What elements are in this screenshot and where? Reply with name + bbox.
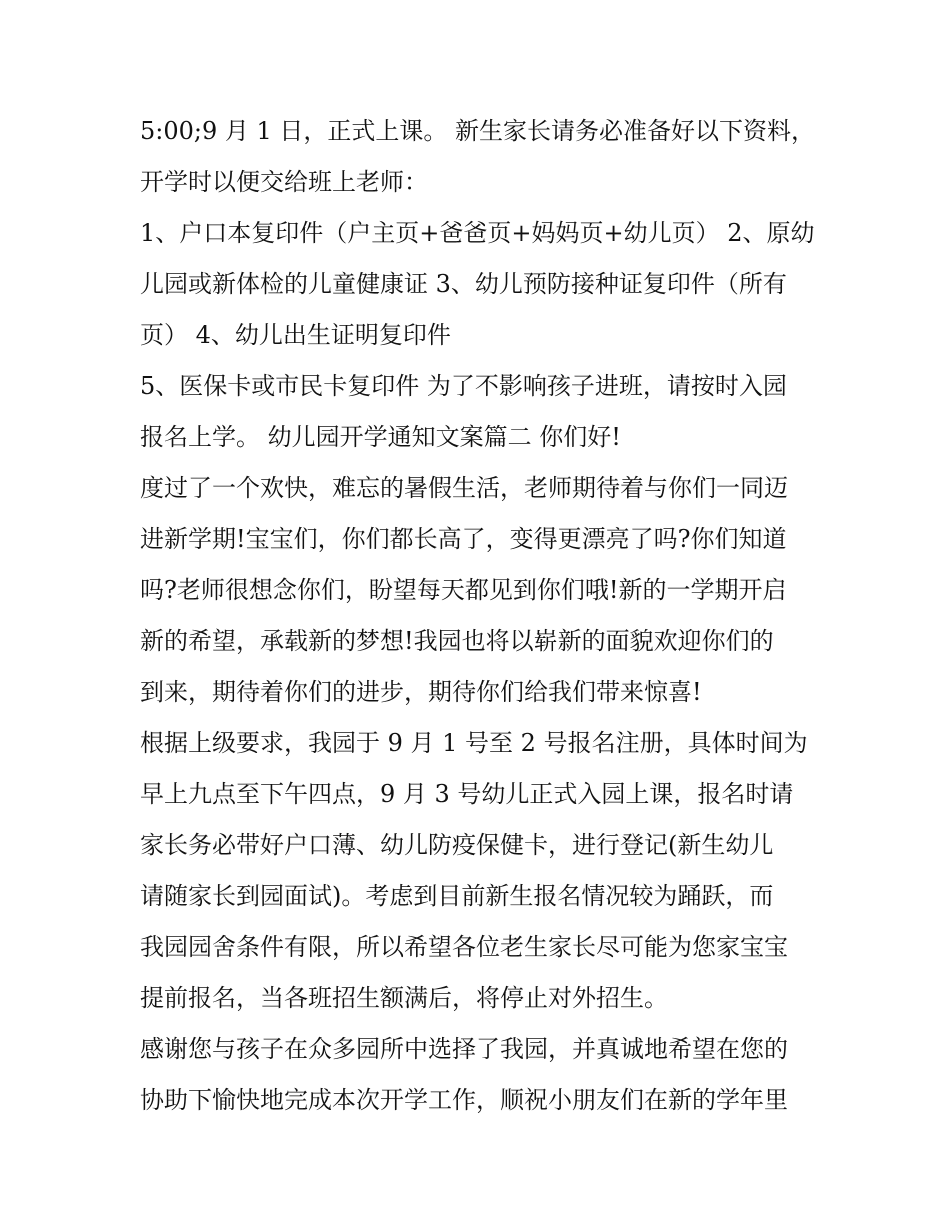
text-line: 感谢您与孩子在众多园所中选择了我园，并真诚地希望在您的	[140, 1035, 788, 1063]
text-line: 页） 4、幼儿出生证明复印件	[140, 321, 451, 349]
text-line: 5:00;9 月 1 日，正式上课。 新生家长请务必准备好以下资料，	[140, 117, 816, 145]
text-line: 根据上级要求，我园于 9 月 1 号至 2 号报名注册，具体时间为	[140, 729, 808, 757]
text-line: 请随家长到园面试)。考虑到目前新生报名情况较为踊跃，而	[140, 882, 774, 910]
text-line: 儿园或新体检的儿童健康证 3、幼儿预防接种证复印件（所有	[140, 270, 787, 298]
text-line: 我园园舍条件有限，所以希望各位老生家长尽可能为您家宝宝	[140, 933, 788, 961]
text-line: 开学时以便交给班上老师：	[140, 168, 428, 196]
text-line: 新的希望，承载新的梦想!我园也将以崭新的面貌欢迎你们的	[140, 627, 774, 655]
text-line: 进新学期!宝宝们，你们都长高了，变得更漂亮了吗?你们知道	[140, 525, 787, 553]
text-line: 5、医保卡或市民卡复印件 为了不影响孩子进班，请按时入园	[140, 372, 787, 400]
text-line: 1、户口本复印件（户主页+爸爸页+妈妈页+幼儿页） 2、原幼	[140, 219, 815, 247]
text-line: 报名上学。 幼儿园开学通知文案篇二 你们好!	[140, 423, 621, 451]
text-line: 到来，期待着你们的进步，期待你们给我们带来惊喜!	[140, 678, 702, 706]
text-line: 家长务必带好户口薄、幼儿防疫保健卡，进行登记(新生幼儿	[140, 831, 774, 859]
text-line: 提前报名，当各班招生额满后，将停止对外招生。	[140, 984, 668, 1012]
text-line: 吗?老师很想念你们，盼望每天都见到你们哦!新的一学期开启	[140, 576, 787, 604]
document-body	[140, 106, 815, 1126]
text-line: 协助下愉快地完成本次开学工作，顺祝小朋友们在新的学年里	[140, 1086, 788, 1114]
text-line: 度过了一个欢快，难忘的暑假生活，老师期待着与你们一同迈	[140, 474, 788, 502]
text-line: 早上九点至下午四点，9 月 3 号幼儿正式入园上课，报名时请	[140, 780, 794, 808]
